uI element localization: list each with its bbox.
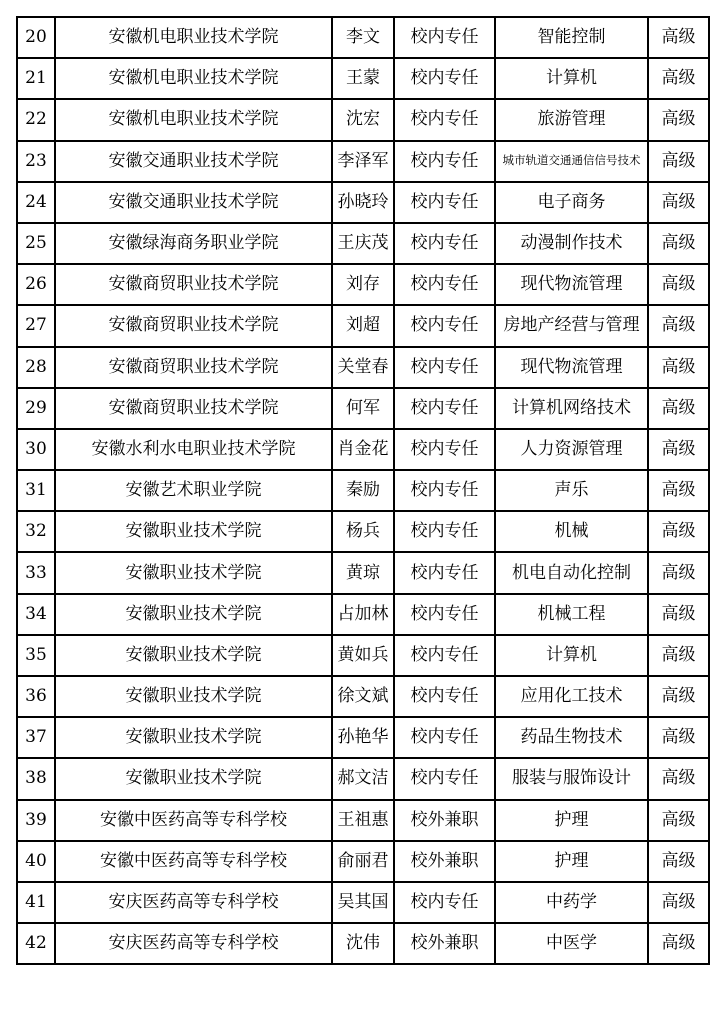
employment-type-cell: 校内专任 <box>394 511 495 552</box>
title-level-cell: 高级 <box>648 635 709 676</box>
title-level-cell: 高级 <box>648 99 709 140</box>
school-cell: 安徽职业技术学院 <box>55 594 332 635</box>
table-row <box>17 676 709 717</box>
school-cell: 安徽商贸职业技术学院 <box>55 264 332 305</box>
table-row <box>17 552 709 593</box>
title-level-cell: 高级 <box>648 182 709 223</box>
title-level-cell: 高级 <box>648 305 709 346</box>
major-cell: 机械 <box>495 511 648 552</box>
major-cell: 现代物流管理 <box>495 347 648 388</box>
school-cell: 安徽机电职业技术学院 <box>55 58 332 99</box>
table-row <box>17 223 709 264</box>
employment-type-cell: 校内专任 <box>394 141 495 182</box>
major-cell: 机械工程 <box>495 594 648 635</box>
teacher-name-cell: 李文 <box>332 17 394 58</box>
employment-type-cell: 校内专任 <box>394 347 495 388</box>
table-row <box>17 58 709 99</box>
school-cell: 安庆医药高等专科学校 <box>55 923 332 964</box>
employment-type-cell: 校内专任 <box>394 676 495 717</box>
school-cell: 安徽商贸职业技术学院 <box>55 347 332 388</box>
row-number-cell: 22 <box>17 99 55 140</box>
table-row <box>17 99 709 140</box>
major-cell: 中药学 <box>495 882 648 923</box>
title-level-cell: 高级 <box>648 347 709 388</box>
table-row <box>17 470 709 511</box>
title-level-cell: 高级 <box>648 388 709 429</box>
title-level-cell: 高级 <box>648 141 709 182</box>
employment-type-cell: 校内专任 <box>394 99 495 140</box>
table-row <box>17 511 709 552</box>
school-cell: 安徽绿海商务职业学院 <box>55 223 332 264</box>
row-number-cell: 42 <box>17 923 55 964</box>
major-cell: 药品生物技术 <box>495 717 648 758</box>
row-number-cell: 38 <box>17 758 55 799</box>
row-number-cell: 36 <box>17 676 55 717</box>
teacher-name-cell: 肖金花 <box>332 429 394 470</box>
major-cell: 计算机 <box>495 58 648 99</box>
school-cell: 安徽机电职业技术学院 <box>55 99 332 140</box>
major-cell: 机电自动化控制 <box>495 552 648 593</box>
table-row <box>17 841 709 882</box>
table-row <box>17 594 709 635</box>
title-level-cell: 高级 <box>648 429 709 470</box>
employment-type-cell: 校内专任 <box>394 717 495 758</box>
school-cell: 安徽交通职业技术学院 <box>55 182 332 223</box>
major-cell: 护理 <box>495 841 648 882</box>
title-level-cell: 高级 <box>648 470 709 511</box>
teacher-name-cell: 王庆茂 <box>332 223 394 264</box>
major-cell: 人力资源管理 <box>495 429 648 470</box>
row-number-cell: 20 <box>17 17 55 58</box>
employment-type-cell: 校内专任 <box>394 223 495 264</box>
employment-type-cell: 校内专任 <box>394 305 495 346</box>
teacher-name-cell: 黄琼 <box>332 552 394 593</box>
employment-type-cell: 校内专任 <box>394 182 495 223</box>
major-cell: 声乐 <box>495 470 648 511</box>
table-row <box>17 141 709 182</box>
employment-type-cell: 校内专任 <box>394 17 495 58</box>
teacher-name-cell: 刘存 <box>332 264 394 305</box>
row-number-cell: 29 <box>17 388 55 429</box>
row-number-cell: 34 <box>17 594 55 635</box>
school-cell: 安徽交通职业技术学院 <box>55 141 332 182</box>
row-number-cell: 35 <box>17 635 55 676</box>
table-row <box>17 635 709 676</box>
major-cell: 智能控制 <box>495 17 648 58</box>
title-level-cell: 高级 <box>648 552 709 593</box>
major-cell: 计算机网络技术 <box>495 388 648 429</box>
major-cell: 房地产经营与管理 <box>495 305 648 346</box>
employment-type-cell: 校内专任 <box>394 594 495 635</box>
title-level-cell: 高级 <box>648 882 709 923</box>
major-cell: 护理 <box>495 800 648 841</box>
row-number-cell: 39 <box>17 800 55 841</box>
title-level-cell: 高级 <box>648 594 709 635</box>
school-cell: 安徽职业技术学院 <box>55 552 332 593</box>
teacher-name-cell: 王祖惠 <box>332 800 394 841</box>
row-number-cell: 40 <box>17 841 55 882</box>
title-level-cell: 高级 <box>648 58 709 99</box>
school-cell: 安徽职业技术学院 <box>55 758 332 799</box>
employment-type-cell: 校内专任 <box>394 58 495 99</box>
teacher-name-cell: 黄如兵 <box>332 635 394 676</box>
row-number-cell: 27 <box>17 305 55 346</box>
employment-type-cell: 校内专任 <box>394 429 495 470</box>
employment-type-cell: 校内专任 <box>394 470 495 511</box>
employment-type-cell: 校内专任 <box>394 264 495 305</box>
school-cell: 安徽水利水电职业技术学院 <box>55 429 332 470</box>
school-cell: 安徽中医药高等专科学校 <box>55 800 332 841</box>
employment-type-cell: 校外兼职 <box>394 923 495 964</box>
school-cell: 安徽中医药高等专科学校 <box>55 841 332 882</box>
table-row <box>17 882 709 923</box>
teacher-name-cell: 孙艳华 <box>332 717 394 758</box>
table-row <box>17 717 709 758</box>
school-cell: 安徽商贸职业技术学院 <box>55 388 332 429</box>
row-number-cell: 24 <box>17 182 55 223</box>
school-cell: 安庆医药高等专科学校 <box>55 882 332 923</box>
school-cell: 安徽商贸职业技术学院 <box>55 305 332 346</box>
table-row <box>17 264 709 305</box>
row-number-cell: 32 <box>17 511 55 552</box>
teacher-name-cell: 李泽军 <box>332 141 394 182</box>
teacher-name-cell: 秦励 <box>332 470 394 511</box>
table-row <box>17 758 709 799</box>
major-cell: 现代物流管理 <box>495 264 648 305</box>
school-cell: 安徽职业技术学院 <box>55 511 332 552</box>
table-row <box>17 923 709 964</box>
teacher-name-cell: 俞丽君 <box>332 841 394 882</box>
teacher-name-cell: 杨兵 <box>332 511 394 552</box>
title-level-cell: 高级 <box>648 800 709 841</box>
table-row <box>17 305 709 346</box>
row-number-cell: 28 <box>17 347 55 388</box>
school-cell: 安徽职业技术学院 <box>55 635 332 676</box>
employment-type-cell: 校外兼职 <box>394 841 495 882</box>
row-number-cell: 33 <box>17 552 55 593</box>
major-cell: 动漫制作技术 <box>495 223 648 264</box>
table-row <box>17 800 709 841</box>
row-number-cell: 37 <box>17 717 55 758</box>
row-number-cell: 31 <box>17 470 55 511</box>
table-row <box>17 182 709 223</box>
school-cell: 安徽职业技术学院 <box>55 676 332 717</box>
title-level-cell: 高级 <box>648 676 709 717</box>
title-level-cell: 高级 <box>648 511 709 552</box>
employment-type-cell: 校内专任 <box>394 552 495 593</box>
teacher-name-cell: 王蒙 <box>332 58 394 99</box>
row-number-cell: 30 <box>17 429 55 470</box>
employment-type-cell: 校外兼职 <box>394 800 495 841</box>
teacher-name-cell: 郝文洁 <box>332 758 394 799</box>
title-level-cell: 高级 <box>648 923 709 964</box>
teacher-name-cell: 孙晓玲 <box>332 182 394 223</box>
employment-type-cell: 校内专任 <box>394 635 495 676</box>
employment-type-cell: 校内专任 <box>394 882 495 923</box>
row-number-cell: 25 <box>17 223 55 264</box>
title-level-cell: 高级 <box>648 223 709 264</box>
roster-table <box>16 16 710 965</box>
school-cell: 安徽机电职业技术学院 <box>55 17 332 58</box>
employment-type-cell: 校内专任 <box>394 758 495 799</box>
teacher-name-cell: 占加林 <box>332 594 394 635</box>
teacher-name-cell: 何军 <box>332 388 394 429</box>
title-level-cell: 高级 <box>648 717 709 758</box>
row-number-cell: 21 <box>17 58 55 99</box>
teacher-name-cell: 关堂春 <box>332 347 394 388</box>
major-cell: 城市轨道交通通信信号技术 <box>495 141 648 182</box>
employment-type-cell: 校内专任 <box>394 388 495 429</box>
row-number-cell: 23 <box>17 141 55 182</box>
teacher-name-cell: 吴其国 <box>332 882 394 923</box>
school-cell: 安徽职业技术学院 <box>55 717 332 758</box>
teacher-name-cell: 徐文斌 <box>332 676 394 717</box>
major-cell: 计算机 <box>495 635 648 676</box>
teacher-name-cell: 沈伟 <box>332 923 394 964</box>
teacher-name-cell: 沈宏 <box>332 99 394 140</box>
major-cell: 旅游管理 <box>495 99 648 140</box>
table-row <box>17 347 709 388</box>
title-level-cell: 高级 <box>648 841 709 882</box>
major-cell: 电子商务 <box>495 182 648 223</box>
school-cell: 安徽艺术职业学院 <box>55 470 332 511</box>
major-cell: 服装与服饰设计 <box>495 758 648 799</box>
table-row <box>17 17 709 58</box>
row-number-cell: 26 <box>17 264 55 305</box>
title-level-cell: 高级 <box>648 264 709 305</box>
major-cell: 应用化工技术 <box>495 676 648 717</box>
title-level-cell: 高级 <box>648 758 709 799</box>
title-level-cell: 高级 <box>648 17 709 58</box>
row-number-cell: 41 <box>17 882 55 923</box>
roster-table-body <box>17 17 709 964</box>
table-row <box>17 429 709 470</box>
teacher-name-cell: 刘超 <box>332 305 394 346</box>
table-row <box>17 388 709 429</box>
major-cell: 中医学 <box>495 923 648 964</box>
